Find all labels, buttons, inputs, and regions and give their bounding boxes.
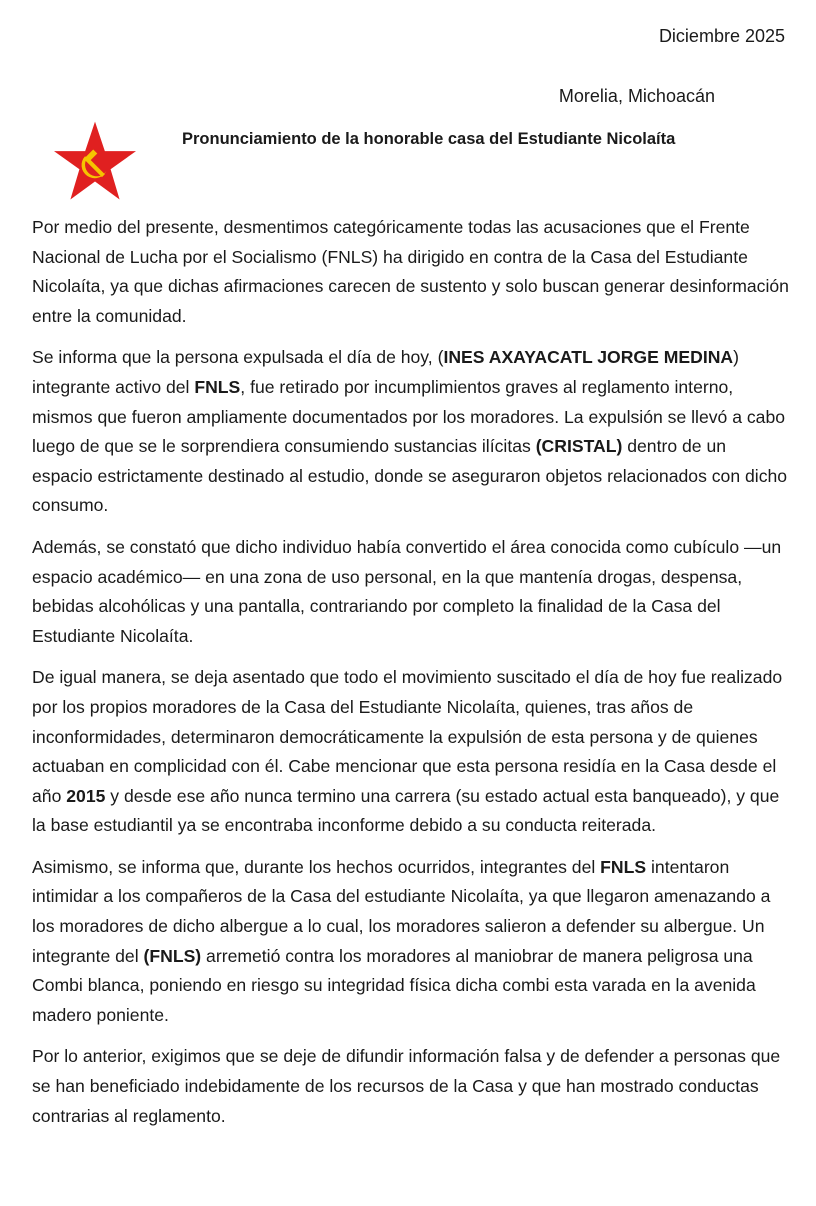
- paragraph-text: arremetió contra los moradores al maniobrar de manera peligrosa una Combi blanca, poniendo en riesgo su integridad física dicha combi esta varada en la avenida madero poniente.: [32, 945, 756, 1025]
- paragraph-1: [32, 213, 790, 331]
- bold-substance: (CRISTAL): [535, 436, 623, 457]
- document-place: Morelia, Michoacán: [558, 86, 715, 106]
- paragraph-text: De igual manera, se deja asentado que todo el movimiento suscitado el día de hoy fue realizado por los propios moradores de la Casa del Estudiante Nicolaíta, quienes, tras años de inconformidades, determinaron democráticamente la expulsión de esta persona y de quienes actuaban en complicidad con él. Cabe mencionar que esta persona residía en la Casa desde el año: [32, 667, 783, 806]
- bold-org: FNLS: [600, 856, 647, 877]
- document-title: Pronunciamiento de la honorable casa del Estudiante Nicolaíta: [182, 130, 676, 148]
- paragraph-3: [32, 533, 790, 651]
- paragraph-2: [32, 343, 790, 521]
- paragraph-text: , fue retirado por incumplimientos graves al reglamento interno, mismos que fueron ampliamente documentados por los moradores. La expulsión se llevó a cabo luego de que se le sorprendiera consumiendo sustancias ilícitas: [32, 376, 786, 457]
- bold-year: 2015: [66, 785, 106, 806]
- paragraph-4: [32, 663, 790, 841]
- paragraph-6: [32, 1042, 790, 1131]
- paragraph-text: y desde ese año nunca termino una carrera (su estado actual esta banqueado), y que la base estudiantil ya se encontraba inconforme debido a su conducta reiterada.: [32, 785, 780, 836]
- paragraph-5: [32, 853, 790, 1031]
- bold-org: FNLS: [194, 376, 241, 397]
- paragraph-text: dentro de un espacio estrictamente destinado al estudio, donde se aseguraron objetos relacionados con dicho consumo.: [32, 436, 788, 516]
- bold-name: INES AXAYACATL JORGE MEDINA: [443, 347, 734, 368]
- document-body: [32, 213, 790, 1143]
- paragraph-text: ) integrante activo del: [32, 347, 739, 397]
- document-date: Diciembre 2025: [658, 26, 785, 46]
- paragraph-text: Asimismo, se informa que, durante los hechos ocurridos, integrantes del: [32, 856, 601, 877]
- paragraph-text: Por medio del presente, desmentimos categóricamente todas las acusaciones que el Frente Nacional de Lucha por el Socialismo (FNLS) ha dirigido en contra de la Casa del Estudiante Nicolaíta, ya que dichas afirmaciones carecen de sustento y solo buscan generar desinformación entre la comunidad.: [32, 217, 789, 326]
- paragraph-text: Se informa que la persona expulsada el día de hoy, (: [32, 347, 444, 368]
- paragraph-text: Además, se constató que dicho individuo había convertido el área conocida como cubículo —un espacio académico— en una zona de uso personal, en la que mantenía drogas, despensa, bebidas alcohólicas y una pantalla, contrariando por completo la finalidad de la Casa del Estudiante Nicolaíta.: [32, 536, 782, 646]
- bold-org: (FNLS): [143, 945, 202, 966]
- paragraph-text: intentaron intimidar a los compañeros de la Casa del estudiante Nicolaíta, ya que llegaron amenazando a los moradores de dicho albergue a lo cual, los moradores salieron a defender su albergue. Un integrante del: [32, 856, 771, 966]
- paragraph-text: Por lo anterior, exigimos que se deje de difundir información falsa y de defender a personas que se han beneficiado indebidamente de los recursos de la Casa y que han mostrado conductas contrarias al reglamento.: [32, 1046, 781, 1126]
- red-star-hammer-sickle-icon: [52, 120, 138, 202]
